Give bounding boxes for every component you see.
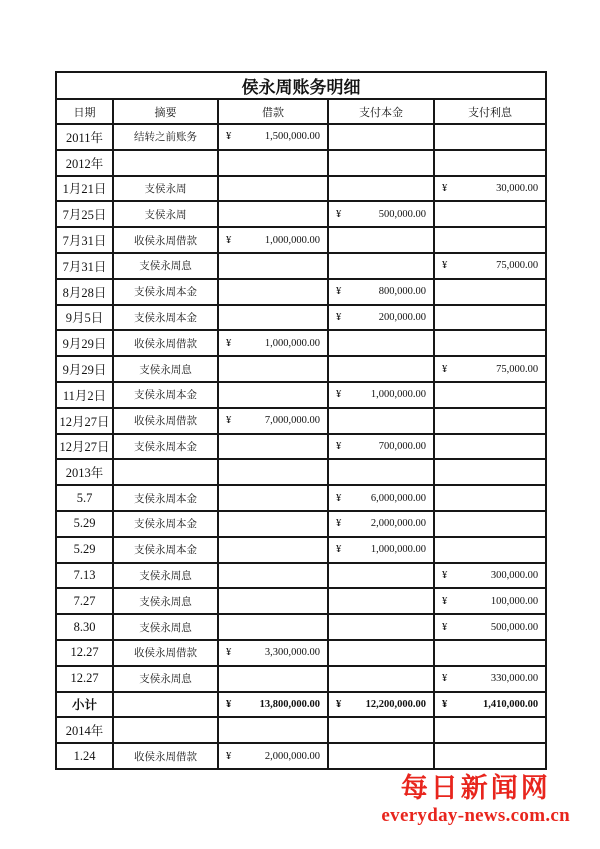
loan-cell	[218, 150, 328, 176]
interest-cell	[434, 201, 546, 227]
currency-symbol: ¥	[336, 518, 342, 530]
table-row	[56, 150, 546, 176]
amount-value: 1,410,000.00	[482, 698, 539, 710]
date-cell: 11月2日	[56, 382, 113, 408]
table-row	[56, 563, 546, 589]
amount-value: 100,000.00	[490, 595, 539, 607]
loan-cell	[218, 640, 328, 666]
summary-cell: 支侯永周息	[113, 563, 218, 589]
principal-cell	[328, 253, 434, 279]
principal-cell	[328, 588, 434, 614]
date-cell: 5.29	[56, 511, 113, 537]
interest-cell	[434, 640, 546, 666]
loan-cell	[218, 356, 328, 382]
amount-value: 500,000.00	[378, 208, 426, 220]
col-header-loan: 借款	[218, 99, 328, 124]
date-cell: 12月27日	[56, 434, 113, 460]
date-cell: 7月31日	[56, 253, 113, 279]
currency-symbol: ¥	[336, 544, 342, 556]
date-cell: 9月29日	[56, 330, 113, 356]
date-cell: 9月5日	[56, 305, 113, 331]
currency-symbol: ¥	[442, 569, 448, 581]
currency-symbol: ¥	[442, 698, 448, 710]
table-row	[56, 305, 546, 331]
interest-cell	[434, 408, 546, 434]
currency-symbol: ¥	[336, 492, 342, 504]
amount-value: 30,000.00	[496, 182, 539, 194]
date-cell: 12.27	[56, 640, 113, 666]
principal-cell	[328, 227, 434, 253]
interest-cell	[434, 743, 546, 769]
currency-symbol: ¥	[336, 440, 342, 452]
table-row	[56, 279, 546, 305]
page-title: 侯永周账务明细	[56, 72, 546, 99]
amount-value: 75,000.00	[496, 260, 539, 272]
interest-cell	[434, 330, 546, 356]
date-cell: 小计	[56, 692, 113, 718]
loan-cell	[218, 201, 328, 227]
currency-symbol: ¥	[226, 647, 232, 659]
interest-cell	[434, 459, 546, 485]
loan-cell	[218, 124, 328, 150]
principal-cell	[328, 537, 434, 563]
table-row	[56, 511, 546, 537]
interest-cell	[434, 253, 546, 279]
loan-cell	[218, 253, 328, 279]
loan-cell	[218, 176, 328, 202]
loan-cell	[218, 382, 328, 408]
watermark	[381, 775, 570, 825]
currency-symbol: ¥	[336, 698, 342, 710]
principal-cell	[328, 124, 434, 150]
loan-cell	[218, 717, 328, 743]
currency-symbol: ¥	[226, 415, 232, 427]
principal-cell	[328, 511, 434, 537]
interest-cell	[434, 356, 546, 382]
date-cell: 8月28日	[56, 279, 113, 305]
table-row	[56, 692, 546, 718]
amount-value: 1,500,000.00	[264, 131, 320, 143]
date-cell: 9月29日	[56, 356, 113, 382]
interest-cell	[434, 511, 546, 537]
currency-symbol: ¥	[336, 208, 342, 220]
watermark-site-url: everyday-news.com.cn	[381, 805, 570, 826]
interest-cell	[434, 382, 546, 408]
col-header-interest: 支付利息	[434, 99, 546, 124]
amount-value: 1,000,000.00	[264, 337, 320, 349]
table-row	[56, 614, 546, 640]
interest-cell	[434, 176, 546, 202]
summary-cell: 支侯永周本金	[113, 434, 218, 460]
table-body	[56, 124, 546, 769]
date-cell: 7.27	[56, 588, 113, 614]
interest-cell	[434, 279, 546, 305]
date-cell: 5.7	[56, 485, 113, 511]
interest-cell	[434, 614, 546, 640]
summary-cell	[113, 459, 218, 485]
interest-cell	[434, 124, 546, 150]
summary-cell	[113, 717, 218, 743]
amount-value: 700,000.00	[378, 440, 426, 452]
date-cell: 5.29	[56, 537, 113, 563]
amount-value: 500,000.00	[490, 621, 539, 633]
table-row	[56, 588, 546, 614]
amount-value: 6,000,000.00	[370, 492, 426, 504]
date-cell: 1.24	[56, 743, 113, 769]
date-cell: 2013年	[56, 459, 113, 485]
summary-cell: 支侯永周	[113, 176, 218, 202]
interest-cell	[434, 227, 546, 253]
amount-value: 2,000,000.00	[264, 750, 320, 762]
title-row	[56, 72, 546, 99]
table-row	[56, 201, 546, 227]
table-row	[56, 124, 546, 150]
col-header-date: 日期	[56, 99, 113, 124]
loan-cell	[218, 588, 328, 614]
loan-cell	[218, 743, 328, 769]
currency-symbol: ¥	[226, 750, 232, 762]
summary-cell: 支侯永周息	[113, 614, 218, 640]
col-header-summary: 摘要	[113, 99, 218, 124]
summary-cell: 支侯永周本金	[113, 279, 218, 305]
summary-cell: 收侯永周借款	[113, 227, 218, 253]
table-row	[56, 537, 546, 563]
currency-symbol: ¥	[226, 337, 232, 349]
loan-cell	[218, 537, 328, 563]
loan-cell	[218, 408, 328, 434]
currency-symbol: ¥	[336, 286, 342, 298]
table-row	[56, 253, 546, 279]
interest-cell	[434, 666, 546, 692]
date-cell: 7.13	[56, 563, 113, 589]
table-row	[56, 227, 546, 253]
summary-cell: 支侯永周本金	[113, 485, 218, 511]
summary-cell: 支侯永周息	[113, 356, 218, 382]
date-cell: 8.30	[56, 614, 113, 640]
summary-cell: 收侯永周借款	[113, 640, 218, 666]
interest-cell	[434, 537, 546, 563]
summary-cell: 支侯永周息	[113, 588, 218, 614]
principal-cell	[328, 717, 434, 743]
amount-value: 12,200,000.00	[365, 698, 426, 710]
principal-cell	[328, 640, 434, 666]
currency-symbol: ¥	[226, 131, 232, 143]
principal-cell	[328, 408, 434, 434]
principal-cell	[328, 305, 434, 331]
date-cell: 2011年	[56, 124, 113, 150]
currency-symbol: ¥	[442, 260, 448, 272]
amount-value: 330,000.00	[490, 673, 539, 685]
amount-value: 1,000,000.00	[264, 234, 320, 246]
summary-cell: 支侯永周本金	[113, 305, 218, 331]
principal-cell	[328, 563, 434, 589]
summary-cell: 结转之前账务	[113, 124, 218, 150]
loan-cell	[218, 330, 328, 356]
header-row	[56, 99, 546, 124]
loan-cell	[218, 563, 328, 589]
principal-cell	[328, 692, 434, 718]
amount-value: 3,300,000.00	[264, 647, 320, 659]
principal-cell	[328, 666, 434, 692]
summary-cell: 支侯永周本金	[113, 382, 218, 408]
table-row	[56, 176, 546, 202]
table-row	[56, 382, 546, 408]
amount-value: 300,000.00	[490, 569, 539, 581]
loan-cell	[218, 279, 328, 305]
principal-cell	[328, 614, 434, 640]
loan-cell	[218, 666, 328, 692]
amount-value: 1,000,000.00	[370, 389, 426, 401]
summary-cell: 收侯永周借款	[113, 408, 218, 434]
currency-symbol: ¥	[336, 311, 342, 323]
watermark-site-name: 每日新闻网	[400, 773, 551, 803]
loan-cell	[218, 692, 328, 718]
principal-cell	[328, 459, 434, 485]
summary-cell: 支侯永周	[113, 201, 218, 227]
interest-cell	[434, 692, 546, 718]
summary-cell: 支侯永周本金	[113, 537, 218, 563]
summary-cell: 收侯永周借款	[113, 743, 218, 769]
amount-value: 800,000.00	[378, 286, 426, 298]
amount-value: 1,000,000.00	[370, 544, 426, 556]
loan-cell	[218, 511, 328, 537]
loan-cell	[218, 614, 328, 640]
interest-cell	[434, 150, 546, 176]
interest-cell	[434, 305, 546, 331]
table-row	[56, 485, 546, 511]
interest-cell	[434, 563, 546, 589]
date-cell: 7月31日	[56, 227, 113, 253]
loan-cell	[218, 227, 328, 253]
table-row	[56, 717, 546, 743]
table-row	[56, 434, 546, 460]
amount-value: 7,000,000.00	[264, 415, 320, 427]
date-cell: 7月25日	[56, 201, 113, 227]
currency-symbol: ¥	[226, 234, 232, 246]
currency-symbol: ¥	[442, 595, 448, 607]
summary-cell	[113, 150, 218, 176]
summary-cell	[113, 692, 218, 718]
principal-cell	[328, 150, 434, 176]
loan-cell	[218, 434, 328, 460]
col-header-principal: 支付本金	[328, 99, 434, 124]
interest-cell	[434, 434, 546, 460]
currency-symbol: ¥	[226, 698, 232, 710]
currency-symbol: ¥	[336, 389, 342, 401]
loan-cell	[218, 305, 328, 331]
currency-symbol: ¥	[442, 673, 448, 685]
summary-cell: 支侯永周息	[113, 253, 218, 279]
principal-cell	[328, 485, 434, 511]
table-row	[56, 666, 546, 692]
amount-value: 13,800,000.00	[259, 698, 320, 710]
interest-cell	[434, 485, 546, 511]
table-row	[56, 330, 546, 356]
principal-cell	[328, 201, 434, 227]
loan-cell	[218, 459, 328, 485]
date-cell: 2014年	[56, 717, 113, 743]
currency-symbol: ¥	[442, 621, 448, 633]
principal-cell	[328, 330, 434, 356]
table-row	[56, 356, 546, 382]
summary-cell: 支侯永周息	[113, 666, 218, 692]
principal-cell	[328, 279, 434, 305]
amount-value: 200,000.00	[378, 311, 426, 323]
interest-cell	[434, 717, 546, 743]
summary-cell: 支侯永周本金	[113, 511, 218, 537]
date-cell: 12.27	[56, 666, 113, 692]
summary-cell: 收侯永周借款	[113, 330, 218, 356]
loan-cell	[218, 485, 328, 511]
table-row	[56, 408, 546, 434]
table-row	[56, 640, 546, 666]
currency-symbol: ¥	[442, 363, 448, 375]
account-ledger-table	[55, 71, 547, 770]
principal-cell	[328, 176, 434, 202]
principal-cell	[328, 743, 434, 769]
currency-symbol: ¥	[442, 182, 448, 194]
principal-cell	[328, 382, 434, 408]
date-cell: 1月21日	[56, 176, 113, 202]
principal-cell	[328, 434, 434, 460]
table-row	[56, 459, 546, 485]
date-cell: 2012年	[56, 150, 113, 176]
interest-cell	[434, 588, 546, 614]
amount-value: 75,000.00	[496, 363, 539, 375]
principal-cell	[328, 356, 434, 382]
date-cell: 12月27日	[56, 408, 113, 434]
table-row	[56, 743, 546, 769]
amount-value: 2,000,000.00	[370, 518, 426, 530]
